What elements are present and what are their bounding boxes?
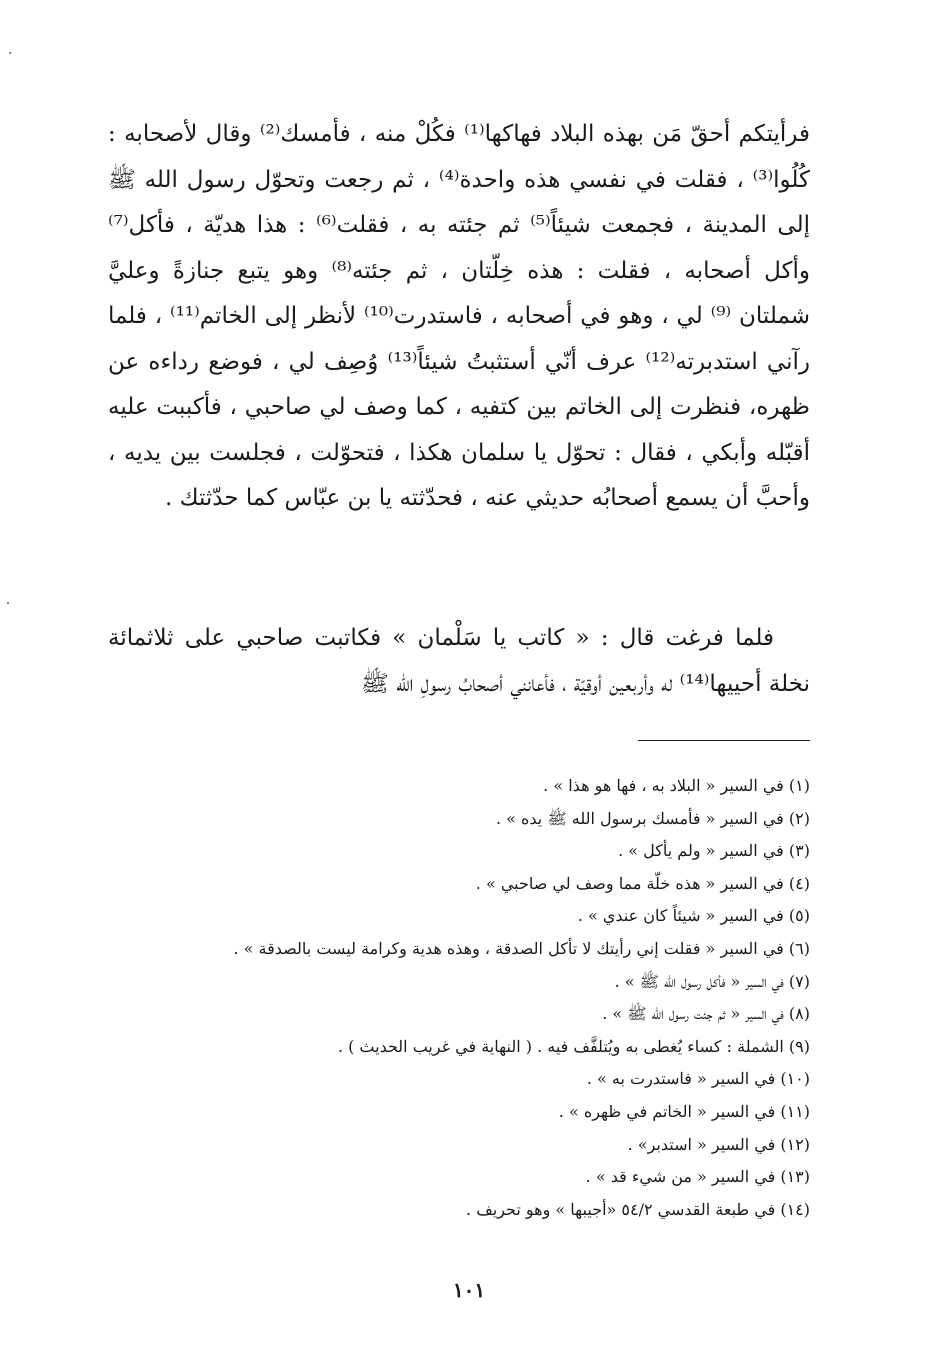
- footnote-12: (١٢) في السير « استدبر» .: [627, 1134, 810, 1154]
- footnote-7: (٧) في السير « فأكل رسول الله ﷺ » .: [614, 971, 810, 991]
- scan-speck: [7, 602, 9, 604]
- footnote-9: (٩) الشملة : كساء يُغطى به ويُتلفَّف فيه . ( النهاية في غريب الحديث ) .: [337, 1036, 810, 1056]
- footnote-3: (٣) في السير « ولم يأكل » .: [618, 841, 810, 861]
- footnote-8: (٨) في السير « ثم جئت رسول الله ﷺ » .: [602, 1004, 810, 1024]
- footnote-4: (٤) في السير « هذه خلّة مما وصف لي صاحبي » .: [475, 873, 810, 893]
- footnote-14: (١٤) في طبعة القدسي ٥٤/٢ «أجيبها » وهو تحريف .: [466, 1199, 810, 1219]
- footnote-separator: [638, 740, 810, 741]
- scan-speck: [9, 52, 11, 54]
- footnote-1: (١) في السير « البلاد به ، فها هو هذا » .: [543, 776, 810, 795]
- footnote-11: (١١) في السير « الخاتم في ظهره » .: [558, 1101, 810, 1121]
- main-paragraph-1: فرأيتكم أحقّ مَن بهذه البلاد فهاكها⁽¹⁾ فكُلْ منه ، فأمسك⁽²⁾ وقال لأصحابه : كُلُوا⁽³⁾ ، فقلت في نفسي هذه واحدة⁽⁴⁾ ، ثم رجعت وتحوّل رسول الله ﷺ إلى المدينة ، فجمعت شيئاً⁽⁵⁾ ثم جئته به ، فقلت⁽⁶⁾ : هذا هديّة ، فأكل⁽⁷⁾ وأكل أصحابه ، فقلت : هذه خِلّتان ، ثم جئته⁽⁸⁾ وهو يتبع جنازةً وعليَّ شملتان ⁽⁹⁾ لي ، وهو في أصحابه ، فاستدرت⁽¹⁰⁾ لأنظر إلى الخاتم⁽¹¹⁾ ، فلما رآني استدبرته⁽¹²⁾ عرف أنّي أستثبتُ شيئاً⁽¹³⁾ وُصِف لي ، فوضع رداءه عن ظهره، فنظرت إلى الخاتم بين كتفيه ، كما وصف لي صاحبي ، فأكببت عليه أقبّله وأبكي ، فقال : تحوّل يا سلمان هكذا ، فتحوّلت ، فجلست بين يديه ، وأحبَّ أن يسمع أصحابُه حديثي عنه ، فحدّثته يا بن عبّاس كما حدّثتك .: [108, 121, 811, 511]
- main-paragraph-block-2: [108, 616, 810, 707]
- footnotes-list: [108, 770, 810, 1226]
- main-paragraph-2: فلما فرغت قال : « كاتب يا سَلْمان » فكاتبت صاحبي على ثلاثمائة نخلة أحييها⁽¹⁴⁾ له وأربعين أوقيّة ، فأعانني أصحابُ رسولِ الله ﷺ: [108, 625, 810, 697]
- main-paragraph-block: [108, 112, 810, 522]
- footnote-2: (٢) في السير « فأمسك برسول الله ﷺ يده » .: [495, 808, 810, 828]
- footnote-13: (١٣) في السير « من شيء قد » .: [585, 1167, 810, 1187]
- page-number: ١٠١: [452, 1278, 486, 1302]
- footnote-10: (١٠) في السير « فاستدرت به » .: [586, 1069, 810, 1089]
- footnote-6: (٦) في السير « فقلت إني رأيتك لا تأكل الصدقة ، وهذه هدية وكرامة ليست بالصدقة » .: [233, 938, 810, 958]
- footnote-5: (٥) في السير « شيئاً كان عندي » .: [577, 906, 810, 926]
